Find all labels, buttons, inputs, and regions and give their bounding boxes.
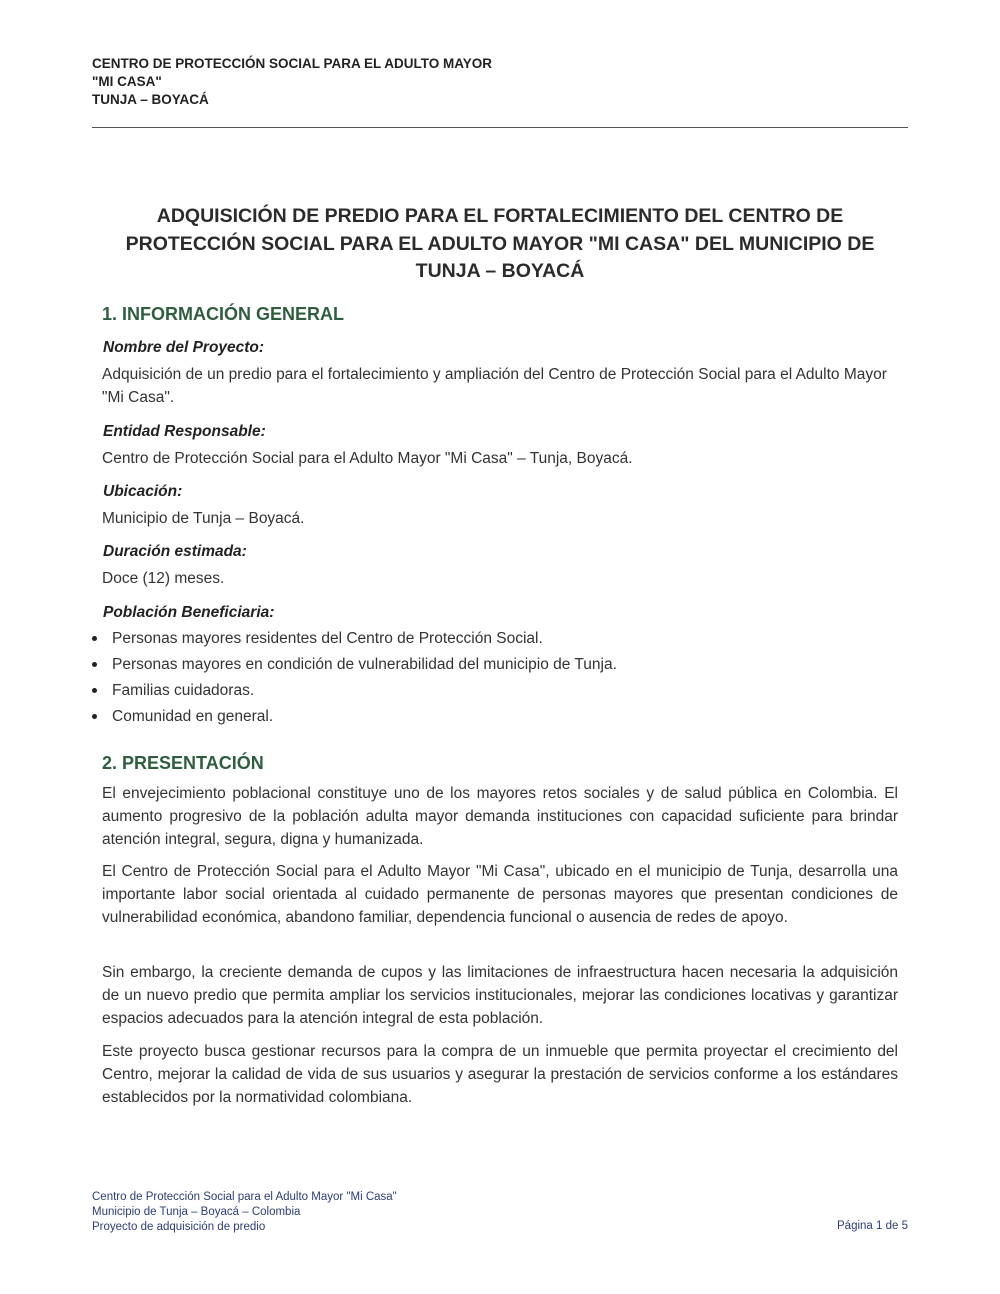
field-label-responsible-entity: Entidad Responsable: — [103, 423, 266, 440]
title-line: TUNJA – BOYACÁ — [415, 260, 585, 282]
page-footer — [92, 1190, 397, 1235]
document-title — [100, 203, 900, 286]
footer-line: Proyecto de adquisición de predio — [92, 1221, 266, 1233]
bullet-icon — [92, 688, 97, 693]
list-item — [92, 680, 892, 706]
header-divider — [92, 127, 908, 128]
header-line: "MI CASA" — [92, 74, 162, 89]
list-item — [92, 654, 892, 680]
paragraph: Este proyecto busca gestionar recursos para la compra de un inmueble que permita proyectar el crecimiento del Centro, mejorar la calidad de vida de sus usuarios y asegurar la prestación de servicios conforme a los estándares establecidos por la normatividad colombiana. — [102, 1043, 898, 1106]
paragraph: El envejecimiento poblacional constituye uno de los mayores retos sociales y de salud pública en Colombia. El aumento progresivo de la población adulta mayor demanda instituciones con capacidad suficiente para brindar atención integral, segura, digna y humanizada. — [102, 785, 898, 848]
field-label-location: Ubicación: — [103, 483, 183, 500]
paragraph: Sin embargo, la creciente demanda de cupos y las limitaciones de infraestructura hacen necesaria la adquisición de un nuevo predio que permita ampliar los servicios institucionales, mejorar las condiciones locativas y garantizar espacios adecuados para la atención integral de esta población. — [102, 964, 898, 1027]
section-heading-general-info: 1. INFORMACIÓN GENERAL — [102, 304, 345, 324]
page-number: Página 1 de 5 — [837, 1220, 908, 1232]
field-value-responsible-entity: Centro de Protección Social para el Adulto Mayor "Mi Casa" – Tunja, Boyacá. — [102, 450, 633, 467]
page-header — [92, 55, 908, 109]
header-line: TUNJA – BOYACÁ — [92, 92, 209, 107]
field-label-beneficiaries: Población Beneficiaria: — [103, 604, 275, 621]
field-value-project-name: Adquisición de un predio para el fortalecimiento y ampliación del Centro de Protección Social para el Adulto Mayor "Mi Casa". — [102, 366, 887, 406]
title-line: PROTECCIÓN SOCIAL PARA EL ADULTO MAYOR "MI CASA" DEL MUNICIPIO DE — [125, 232, 875, 255]
list-item-text: Personas mayores residentes del Centro de Protección Social. — [112, 630, 543, 647]
paragraph: El Centro de Protección Social para el Adulto Mayor "Mi Casa", ubicado en el municipio de Tunja, desarrolla una importante labor social orientada al cuidado permanente de personas mayores que presentan condiciones de vulnerabilidad económica, abandono familiar, dependencia funcional o ausencia de redes de apoyo. — [102, 863, 898, 926]
list-item — [92, 628, 892, 654]
list-item-text: Personas mayores en condición de vulnerabilidad del municipio de Tunja. — [112, 656, 617, 673]
list-item-text: Comunidad en general. — [112, 708, 274, 725]
field-label-duration: Duración estimada: — [103, 543, 247, 560]
section-heading-presentation: 2. PRESENTACIÓN — [102, 753, 264, 773]
bullet-icon — [92, 714, 97, 719]
title-line: ADQUISICIÓN DE PREDIO PARA EL FORTALECIMIENTO DEL CENTRO DE — [156, 205, 844, 227]
field-value-location: Municipio de Tunja – Boyacá. — [102, 510, 305, 527]
beneficiaries-list — [92, 628, 892, 732]
header-line: CENTRO DE PROTECCIÓN SOCIAL PARA EL ADULTO MAYOR — [92, 56, 493, 71]
footer-line: Centro de Protección Social para el Adulto Mayor "Mi Casa" — [92, 1191, 397, 1203]
field-label-project-name: Nombre del Proyecto: — [103, 339, 265, 356]
field-value-duration: Doce (12) meses. — [102, 570, 225, 587]
list-item-text: Familias cuidadoras. — [112, 682, 255, 699]
footer-line: Municipio de Tunja – Boyacá – Colombia — [92, 1206, 301, 1218]
list-item — [92, 706, 892, 732]
bullet-icon — [92, 636, 97, 641]
bullet-icon — [92, 662, 97, 667]
